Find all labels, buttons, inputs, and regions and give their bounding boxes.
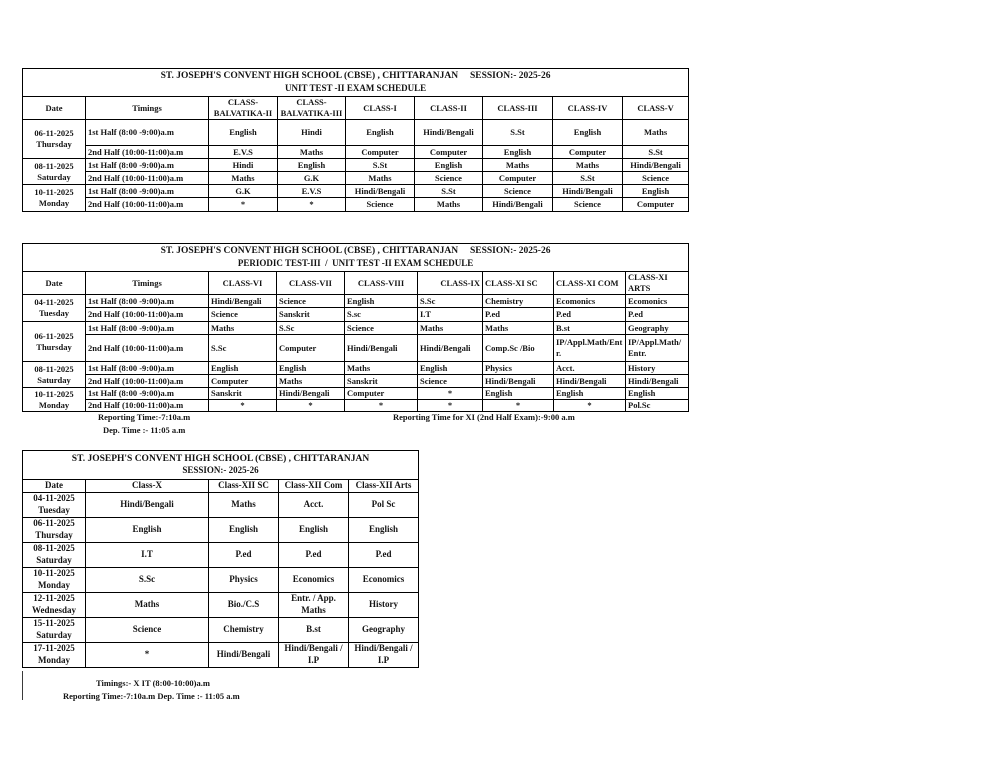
subject-cell: Hindi/Bengali / I.P (349, 643, 419, 668)
subject-cell: * (418, 400, 483, 412)
date-value: 04-11-2025 (33, 493, 75, 504)
subject-cell: Maths (209, 172, 278, 185)
subject-cell: Hindi/Bengali (418, 335, 483, 362)
timing-cell: 2nd Half (10:00-11:00)a.m (86, 335, 209, 362)
column-header: CLASS-VIII (345, 272, 418, 295)
subject-cell: Maths (483, 322, 554, 335)
subject-cell: English (553, 120, 623, 146)
date-cell (23, 120, 86, 159)
subject-cell: Computer (623, 198, 689, 212)
subject-cell: English (86, 518, 209, 543)
subject-cell: * (209, 400, 277, 412)
schedule-row (23, 308, 689, 322)
date-value: 10-11-2025 (34, 187, 74, 198)
day-value: Tuesday (38, 505, 70, 515)
subject-cell: Maths (209, 322, 277, 335)
subject-cell: P.ed (209, 543, 279, 568)
subject-cell: Sanskrit (277, 308, 345, 322)
subject-cell: B.st (554, 322, 626, 335)
subject-cell: English (554, 388, 626, 400)
timing-cell: 2nd Half (10:00-11:00)a.m (86, 400, 209, 412)
subject-cell: Hindi (209, 159, 278, 172)
subject-cell: Hindi/Bengali (277, 388, 345, 400)
subject-cell: English (346, 120, 415, 146)
subject-cell: Physics (209, 568, 279, 593)
subject-cell: Science (415, 172, 483, 185)
subject-cell: Computer (346, 146, 415, 159)
subject-cell: English (279, 518, 349, 543)
subject-cell: Maths (278, 146, 346, 159)
schedule-row (23, 198, 689, 212)
schedule-row (23, 618, 419, 643)
table-title-cell (23, 451, 419, 480)
subject-cell: Computer (277, 335, 345, 362)
column-header: Date (23, 272, 86, 295)
subject-cell: P.ed (554, 308, 626, 322)
day-value: Thursday (35, 530, 73, 540)
timing-cell: 2nd Half (10:00-11:00)a.m (86, 375, 209, 388)
subject-cell: Economics (349, 568, 419, 593)
day-value: Monday (38, 399, 70, 410)
table-title-line1: ST. JOSEPH'S CONVENT HIGH SCHOOL (CBSE) , CHITTARANJAN SESSION:- 2025-26 (160, 71, 551, 82)
subject-cell: Hindi/Bengali (86, 493, 209, 518)
date-cell (23, 618, 86, 643)
subject-cell: Physics (483, 362, 554, 375)
table-title-line2: SESSION:- 2025-26 (182, 465, 259, 476)
subject-cell: Science (86, 618, 209, 643)
column-header: CLASS-BALVATIKA-III (278, 97, 346, 120)
subject-cell: Pol.Sc (626, 400, 689, 412)
subject-cell: Maths (415, 198, 483, 212)
date-value: 15-11-2025 (33, 618, 75, 629)
timing-cell: 1st Half (8:00 -9:00)a.m (86, 362, 209, 375)
timing-cell: 1st Half (8:00 -9:00)a.m (86, 120, 209, 146)
table-title-line1: ST. JOSEPH'S CONVENT HIGH SCHOOL (CBSE) , CHITTARANJAN SESSION:- 2025-26 (160, 246, 551, 257)
day-value: Monday (38, 198, 70, 209)
timing-cell: 2nd Half (10:00-11:00)a.m (86, 172, 209, 185)
column-header: CLASS-VII (277, 272, 345, 295)
subject-cell: Maths (86, 593, 209, 618)
subject-cell: Science (418, 375, 483, 388)
date-cell (23, 593, 86, 618)
subject-cell: Hindi/Bengali (483, 375, 554, 388)
subject-cell: * (345, 400, 418, 412)
table-title-line2: UNIT TEST -II EXAM SCHEDULE (285, 82, 427, 93)
day-value: Thursday (36, 341, 72, 352)
timing-cell: 2nd Half (10:00-11:00)a.m (86, 198, 209, 212)
senior-classes-schedule-table (22, 450, 419, 668)
table-title-cell (23, 69, 689, 97)
column-header: Class-XII SC (209, 480, 279, 493)
schedule-row (23, 593, 419, 618)
subject-cell: * (277, 400, 345, 412)
date-cell (23, 159, 86, 185)
subject-cell: Maths (623, 120, 689, 146)
subject-cell: Hindi/Bengali (554, 375, 626, 388)
subject-cell: Comp.Sc /Bio (483, 335, 554, 362)
date-value: 06-11-2025 (34, 128, 74, 139)
column-header: CLASS-IV (553, 97, 623, 120)
subject-cell: Geography (349, 618, 419, 643)
subject-cell: Chemistry (209, 618, 279, 643)
subject-cell: Computer (553, 146, 623, 159)
column-header: Date (23, 480, 86, 493)
subject-cell: Science (623, 172, 689, 185)
subject-cell: Hindi/Bengali / I.P (279, 643, 349, 668)
subject-cell: * (209, 198, 278, 212)
table-title-line1: ST. JOSEPH'S CONVENT HIGH SCHOOL (CBSE) , CHITTARANJAN (71, 453, 370, 464)
column-header: CLASS-II (415, 97, 483, 120)
subject-cell: English (278, 159, 346, 172)
day-value: Saturday (37, 374, 71, 385)
subject-cell: Acct. (554, 362, 626, 375)
subject-cell: English (415, 159, 483, 172)
subject-cell: Chemistry (483, 295, 554, 308)
day-value: Monday (37, 655, 70, 665)
subject-cell: P.ed (349, 543, 419, 568)
subject-cell: Science (553, 198, 623, 212)
subject-cell: Hindi/Bengali (483, 198, 553, 212)
timing-cell: 1st Half (8:00 -9:00)a.m (86, 322, 209, 335)
date-cell (23, 295, 86, 322)
date-value: 04-11-2025 (34, 297, 74, 308)
subject-cell: English (209, 362, 277, 375)
schedule-row (23, 643, 419, 668)
subject-cell: Ecomonics (554, 295, 626, 308)
column-header: CLASS-XI SC (483, 272, 554, 295)
column-header: CLASS-BALVATIKA-II (209, 97, 278, 120)
subject-cell: * (483, 400, 554, 412)
subject-cell: English (209, 120, 278, 146)
subject-cell: Maths (346, 172, 415, 185)
column-header: CLASS-XI COM (554, 272, 626, 295)
subject-cell: English (345, 295, 418, 308)
column-header: Timings (86, 97, 209, 120)
subject-cell: History (349, 593, 419, 618)
subject-cell: Hindi/Bengali (623, 159, 689, 172)
subject-cell: Geography (626, 322, 689, 335)
subject-cell: Hindi/Bengali (345, 335, 418, 362)
subject-cell: IP/Appl.Math/Entr. (554, 335, 626, 362)
column-header: CLASS-XI ARTS (626, 272, 689, 295)
subject-cell: Science (277, 295, 345, 308)
unit-test-schedule-table (22, 68, 689, 212)
subject-cell: History (626, 362, 689, 375)
subject-cell: English (209, 518, 279, 543)
date-cell (23, 543, 86, 568)
date-value: 08-11-2025 (34, 363, 74, 374)
subject-cell: S.St (553, 172, 623, 185)
column-header: CLASS-I (346, 97, 415, 120)
schedule-row (23, 185, 689, 198)
date-cell (23, 518, 86, 543)
subject-cell: English (418, 362, 483, 375)
column-header: CLASS-VI (209, 272, 277, 295)
subject-cell: English (483, 388, 554, 400)
subject-cell: P.ed (626, 308, 689, 322)
subject-cell: P.ed (279, 543, 349, 568)
schedule-row (23, 543, 419, 568)
subject-cell: Hindi/Bengali (415, 120, 483, 146)
schedule-row (23, 159, 689, 172)
table-title-line2: PERIODIC TEST-III / UNIT TEST -II EXAM SCHEDULE (237, 257, 474, 268)
subject-cell: Maths (553, 159, 623, 172)
subject-cell: Maths (483, 159, 553, 172)
subject-cell: English (483, 146, 553, 159)
subject-cell: Sanskrit (345, 375, 418, 388)
timing-cell: 2nd Half (10:00-11:00)a.m (86, 146, 209, 159)
date-cell (23, 322, 86, 362)
timing-cell: 2nd Half (10:00-11:00)a.m (86, 308, 209, 322)
date-value: 17-11-2025 (33, 643, 75, 654)
day-value: Thursday (36, 139, 72, 150)
schedule-row (23, 362, 689, 375)
schedule-row (23, 295, 689, 308)
periodic-test-schedule-table (22, 243, 689, 412)
subject-cell: Entr. / App. Maths (279, 593, 349, 618)
subject-cell: Science (346, 198, 415, 212)
subject-cell: P.ed (483, 308, 554, 322)
subject-cell: Science (483, 185, 553, 198)
subject-cell: S.St (483, 120, 553, 146)
subject-cell: IP/Appl.Math/Entr. (626, 335, 689, 362)
date-value: 12-11-2025 (33, 593, 75, 604)
subject-cell: Acct. (279, 493, 349, 518)
column-header: CLASS-IX (418, 272, 483, 295)
date-cell (23, 493, 86, 518)
date-cell (23, 643, 86, 668)
subject-cell: Science (345, 322, 418, 335)
schedule-row (23, 120, 689, 146)
column-header: Class-X (86, 480, 209, 493)
subject-cell: S.Sc (209, 335, 277, 362)
subject-cell: * (278, 198, 346, 212)
subject-cell: E.V.S (209, 146, 278, 159)
subject-cell: B.st (279, 618, 349, 643)
schedule-row (23, 518, 419, 543)
subject-cell: E.V.S (278, 185, 346, 198)
schedule-row (23, 335, 689, 362)
subject-cell: S.Sc (277, 322, 345, 335)
subject-cell: S.Sc (418, 295, 483, 308)
subject-cell: G.K (209, 185, 278, 198)
date-value: 08-11-2025 (33, 543, 75, 554)
subject-cell: Hindi (278, 120, 346, 146)
schedule-row (23, 172, 689, 185)
subject-cell: Computer (483, 172, 553, 185)
departure-time-note: Dep. Time :- 11:05 a.m (103, 425, 186, 435)
subject-cell: English (623, 185, 689, 198)
subject-cell: Computer (415, 146, 483, 159)
schedule-row (23, 493, 419, 518)
subject-cell: Hindi/Bengali (346, 185, 415, 198)
subject-cell: * (554, 400, 626, 412)
column-header: CLASS-III (483, 97, 553, 120)
subject-cell: Pol Sc (349, 493, 419, 518)
day-value: Tuesday (39, 308, 69, 319)
subject-cell: Maths (345, 362, 418, 375)
timings-x-it-note: Timings:- X IT (8:00-10:00)a.m (96, 678, 210, 688)
day-value: Monday (37, 580, 70, 590)
subject-cell: Hindi/Bengali (209, 295, 277, 308)
subject-cell: Maths (277, 375, 345, 388)
subject-cell: English (626, 388, 689, 400)
timing-cell: 1st Half (8:00 -9:00)a.m (86, 159, 209, 172)
column-header: Date (23, 97, 86, 120)
subject-cell: S.sc (345, 308, 418, 322)
subject-cell: S.St (415, 185, 483, 198)
date-value: 10-11-2025 (34, 388, 74, 399)
subject-cell: Maths (209, 493, 279, 518)
day-value: Saturday (37, 171, 71, 182)
subject-cell: Maths (418, 322, 483, 335)
day-value: Saturday (36, 555, 72, 565)
schedule-row (23, 388, 689, 400)
column-header: Timings (86, 272, 209, 295)
subject-cell: Economics (279, 568, 349, 593)
subject-cell: S.St (346, 159, 415, 172)
subject-cell: * (418, 388, 483, 400)
schedule-row (23, 375, 689, 388)
date-value: 10-11-2025 (33, 568, 75, 579)
subject-cell: Science (209, 308, 277, 322)
day-value: Wednesday (31, 605, 76, 615)
schedule-row (23, 146, 689, 159)
column-header: CLASS-V (623, 97, 689, 120)
stray-border-line (22, 671, 23, 700)
reporting-time-xi-note: Reporting Time for XI (2nd Half Exam):-9:00 a.m (393, 412, 575, 422)
column-header: Class-XII Com (279, 480, 349, 493)
date-cell (23, 362, 86, 388)
subject-cell: Computer (209, 375, 277, 388)
subject-cell: Ecomonics (626, 295, 689, 308)
subject-cell: Bio./C.S (209, 593, 279, 618)
reporting-time-note: Reporting Time:-7:10a.m (98, 412, 191, 422)
subject-cell: Sanskrit (209, 388, 277, 400)
date-value: 08-11-2025 (34, 160, 74, 171)
day-value: Saturday (36, 630, 72, 640)
column-header: Class-XII Arts (349, 480, 419, 493)
subject-cell: Computer (345, 388, 418, 400)
date-cell (23, 568, 86, 593)
subject-cell: G.K (278, 172, 346, 185)
subject-cell: S.Sc (86, 568, 209, 593)
subject-cell: Hindi/Bengali (209, 643, 279, 668)
date-cell (23, 185, 86, 212)
date-value: 06-11-2025 (33, 518, 75, 529)
schedule-row (23, 568, 419, 593)
subject-cell: Hindi/Bengali (553, 185, 623, 198)
schedule-row (23, 400, 689, 412)
date-value: 06-11-2025 (34, 330, 74, 341)
subject-cell: I.T (86, 543, 209, 568)
subject-cell: English (349, 518, 419, 543)
table-title-cell (23, 244, 689, 272)
subject-cell: English (277, 362, 345, 375)
subject-cell: * (86, 643, 209, 668)
subject-cell: Hindi/Bengali (626, 375, 689, 388)
timing-cell: 1st Half (8:00 -9:00)a.m (86, 295, 209, 308)
reporting-departure-note: Reporting Time:-7:10a.m Dep. Time :- 11:05 a.m (63, 691, 240, 701)
timing-cell: 1st Half (8:00 -9:00)a.m (86, 388, 209, 400)
timing-cell: 1st Half (8:00 -9:00)a.m (86, 185, 209, 198)
subject-cell: I.T (418, 308, 483, 322)
subject-cell: S.St (623, 146, 689, 159)
schedule-row (23, 322, 689, 335)
date-cell (23, 388, 86, 412)
